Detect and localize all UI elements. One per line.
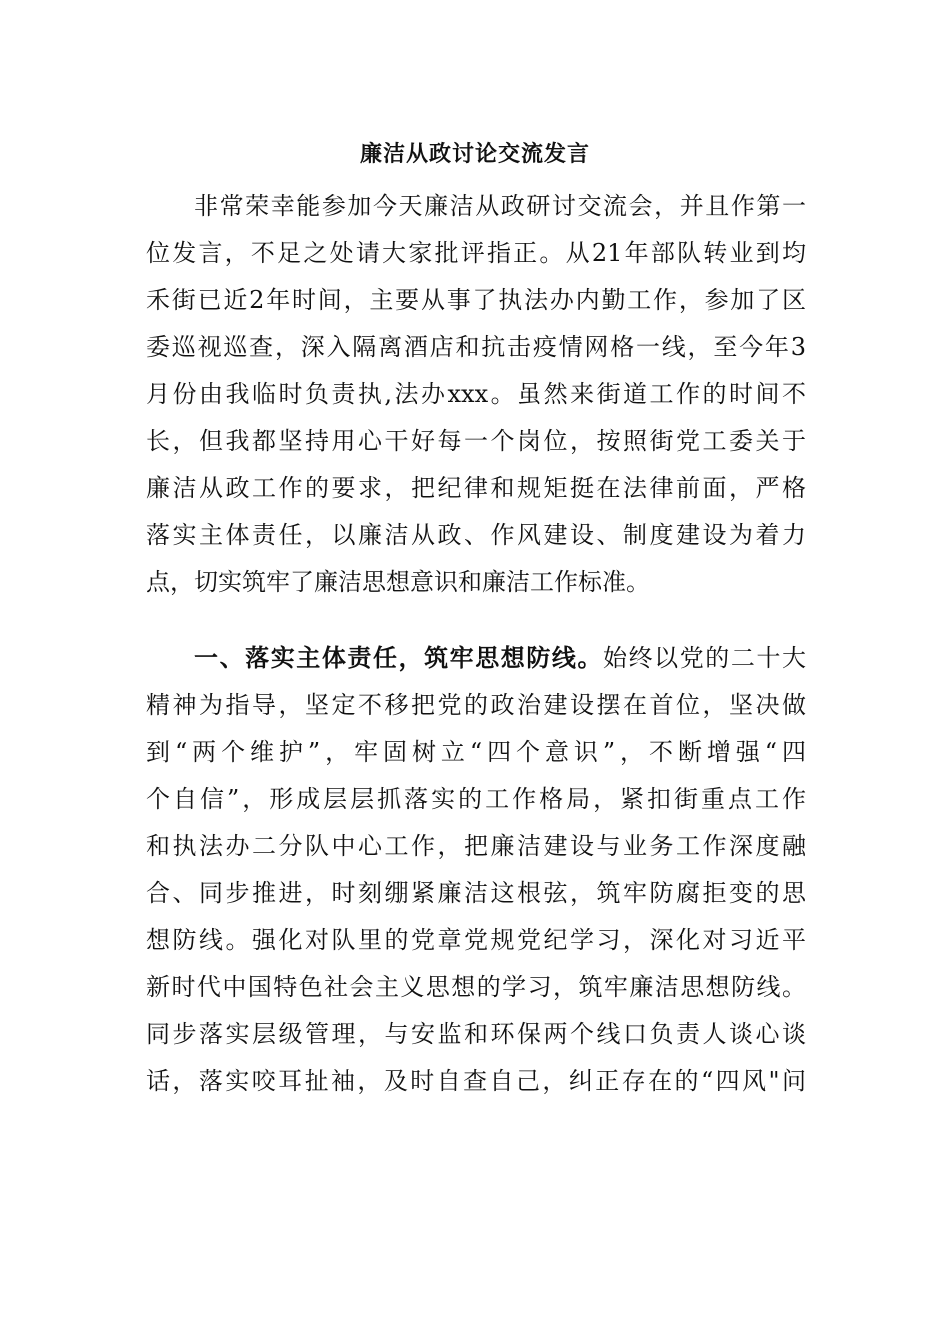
text-line: 禾街已近2年时间，主要从事了执法办内勤工作，参加了区: [146, 286, 806, 314]
text-line: 想防线。强化对队里的党章党规党纪学习，深化对习近平: [146, 926, 806, 954]
text-line: 到“两个维护”，牢固树立“四个意识”，不断增强“四: [146, 738, 806, 766]
section-heading: 一、落实主体责任，筑牢思想防线。: [194, 643, 604, 672]
text-line: 点，切实筑牢了廉洁思想意识和廉洁工作标准。: [146, 568, 650, 596]
text-line: 落实主体责任，以廉洁从政、作风建设、制度建设为着力: [146, 521, 806, 549]
text-line: 月份由我临时负责执,法办xxx。虽然来街道工作的时间不: [146, 380, 806, 408]
text-line: 话，落实咬耳扯袖，及时自查自己，纠正存在的“四风"问: [146, 1067, 806, 1095]
text-line: 位发言，不足之处请大家批评指正。从21年部队转业到均: [146, 239, 806, 267]
text-line: 合、同步推进，时刻绷紧廉洁这根弦，筑牢防腐拒变的思: [146, 879, 806, 907]
document-title: 廉洁从政讨论交流发言: [359, 141, 590, 167]
text-line: 精神为指导，坚定不移把党的政治建设摆在首位，坚决做: [146, 691, 806, 719]
text-line: 廉洁从政工作的要求，把纪律和规矩挺在法律前面，严格: [146, 474, 806, 502]
text-line: 同步落实层级管理，与安监和环保两个线口负责人谈心谈: [146, 1020, 806, 1048]
text-line: 长，但我都坚持用心干好每一个岗位，按照街党工委关于: [146, 427, 806, 455]
section-heading-continuation: 始终以党的二十大: [603, 644, 807, 672]
text-line: 和执法办二分队中心工作，把廉洁建设与业务工作深度融: [146, 832, 806, 860]
text-line-with-heading: [194, 638, 806, 678]
text-line: 新时代中国特色社会主义思想的学习，筑牢廉洁思想防线。: [146, 973, 806, 1001]
text-line: 非常荣幸能参加今天廉洁从政研讨交流会，并且作第一: [194, 192, 806, 220]
text-line: 个自信”，形成层层抓落实的工作格局，紧扣街重点工作: [146, 785, 806, 813]
text-line: 委巡视巡查，深入隔离酒店和抗击疫情网格一线，至今年3: [146, 333, 806, 361]
